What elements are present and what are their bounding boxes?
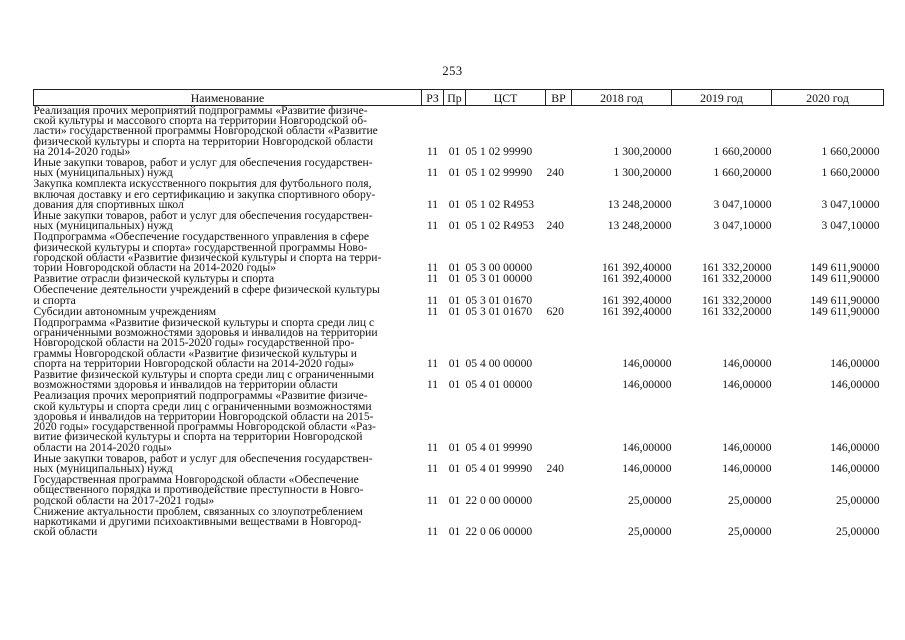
row-name-line: включая доставку и его сертификацию и закупка спортивного обору- xyxy=(33,187,376,201)
row-2019: 146,00000 xyxy=(722,356,772,370)
page-number: 253 xyxy=(442,64,463,78)
row-name-line: Развитие отрасли физической культуры и спорта xyxy=(33,272,275,286)
row-name-line: ласти» государственной программы Новгородской области «Развитие xyxy=(33,124,378,138)
row-name-line: Подпрограмма «Развитие физической культуры и спорта среди лиц с xyxy=(33,316,375,330)
row-2018: 1 300,20000 xyxy=(613,166,672,180)
row-pr: 01 xyxy=(448,166,461,180)
row-name-line: здоровья и инвалидов на территории Новгородской области на 2015- xyxy=(33,409,374,423)
row-2020: 149 611,90000 xyxy=(810,261,880,275)
row-2018: 146,00000 xyxy=(622,440,672,454)
row-vr xyxy=(546,475,572,507)
row-2018: 1 300,20000 xyxy=(613,144,672,158)
row-name-line: Развитие физической культуры и спорта среди лиц с ограниченными xyxy=(33,368,374,382)
row-2018: 161 392,40000 xyxy=(601,304,672,318)
row-cst: 05 1 02 R4953 xyxy=(465,219,535,233)
table-row xyxy=(34,391,884,453)
row-name xyxy=(34,106,422,159)
row-name-line: и спорта xyxy=(33,293,76,307)
row-name-line: ных (муниципальных) нужд xyxy=(33,166,173,180)
row-pr: 01 xyxy=(448,493,461,507)
row-name xyxy=(34,475,422,507)
row-rz: 11 xyxy=(426,356,439,370)
row-name-line: Закупка комплекта искусственного покрытия для футбольного поля, xyxy=(33,177,372,191)
row-2019: 3 047,10000 xyxy=(713,197,772,211)
table-body xyxy=(34,106,884,539)
row-2018: 146,00000 xyxy=(622,378,672,392)
row-cst: 05 1 02 99990 xyxy=(465,144,533,158)
row-rz: 11 xyxy=(426,197,439,211)
row-name-line: Реализация прочих мероприятий подпрограммы «Развитие физиче- xyxy=(33,389,368,403)
row-name-line: Государственная программа Новгородской области «Обеспечение xyxy=(33,473,359,487)
row-rz: 11 xyxy=(426,261,439,275)
row-vr xyxy=(546,391,572,453)
row-name-line: дования для спортивных школ xyxy=(33,197,184,211)
row-2019: 1 660,20000 xyxy=(713,166,772,180)
row-name-line: Иные закупки товаров, работ и услуг для обеспечения государствен- xyxy=(33,451,373,465)
row-rz: 11 xyxy=(426,272,439,286)
row-cst: 05 3 00 00000 xyxy=(465,261,533,275)
table-row xyxy=(34,370,884,391)
row-vr: 240 xyxy=(546,219,564,233)
row-rz: 11 xyxy=(426,166,439,180)
row-name xyxy=(33,451,422,475)
row-vr xyxy=(546,285,572,306)
row-pr: 01 xyxy=(448,261,461,275)
header-vr: ВР xyxy=(546,90,572,106)
row-2020: 146,00000 xyxy=(830,440,880,454)
row-2018: 25,00000 xyxy=(628,493,672,507)
row-name xyxy=(34,158,422,179)
budget-table xyxy=(33,89,884,538)
row-vr xyxy=(546,179,572,211)
row-2018: 146,00000 xyxy=(622,461,672,475)
header-name: Наименование xyxy=(34,90,422,106)
row-pr: 01 xyxy=(448,304,461,318)
row-name-line: Реализация прочих мероприятий подпрограммы «Развитие физиче- xyxy=(33,104,368,117)
row-name-line: ской области xyxy=(33,525,98,539)
row-pr: 01 xyxy=(448,144,461,158)
row-name-line: Обеспечение деятельности учреждений в сфере физической культуры xyxy=(33,283,380,297)
row-name-line: городской области «Развитие физической культуры и спорта на терри- xyxy=(33,250,382,264)
row-name-line: ных (муниципальных) нужд xyxy=(33,461,173,475)
row-rz: 11 xyxy=(426,378,439,392)
row-vr xyxy=(546,106,572,159)
row-rz: 11 xyxy=(426,461,439,475)
row-name-line: Снижение актуальности проблем, связанных со злоупотреблением xyxy=(33,504,363,518)
row-cst: 05 4 01 99990 xyxy=(465,440,533,454)
row-rz: 11 xyxy=(426,219,439,233)
row-rz: 11 xyxy=(426,304,439,318)
row-name-line: Иные закупки товаров, работ и услуг для обеспечения государствен- xyxy=(33,209,373,223)
row-name-line: ской культуры и спорта среди лиц с ограниченными возможностями xyxy=(33,399,372,413)
row-cst: 05 4 00 00000 xyxy=(465,356,533,370)
row-vr: 240 xyxy=(546,461,564,475)
row-name-line: граммы Новгородской области «Развитие физической культуры и xyxy=(33,346,357,360)
row-name-line: области на 2014-2020 годы» xyxy=(33,440,172,454)
row-name xyxy=(34,232,422,274)
row-2020: 1 660,20000 xyxy=(821,166,880,180)
row-vr xyxy=(546,274,572,285)
row-name-line: ской культуры и массового спорта на территории Новгородской об- xyxy=(33,114,367,128)
table-row xyxy=(34,454,884,475)
row-vr: 620 xyxy=(546,304,564,318)
row-2019: 146,00000 xyxy=(722,440,772,454)
row-rz: 11 xyxy=(426,144,439,158)
row-name-line: Подпрограмма «Обеспечение государственного управления в сфере xyxy=(33,230,370,244)
header-2020: 2020 год xyxy=(772,90,884,106)
row-2018: 13 248,20000 xyxy=(607,219,672,233)
row-rz: 11 xyxy=(426,440,439,454)
row-2018: 146,00000 xyxy=(622,356,672,370)
row-name xyxy=(34,211,422,232)
header-2018: 2018 год xyxy=(572,90,672,106)
row-cst: 05 1 02 R4953 xyxy=(465,197,535,211)
row-cst: 05 4 01 99990 xyxy=(465,461,533,475)
row-2018: 161 392,40000 xyxy=(601,293,672,307)
table-row xyxy=(34,318,884,370)
table-row xyxy=(34,507,884,539)
row-rz: 11 xyxy=(426,525,439,539)
row-vr xyxy=(546,232,572,274)
row-pr: 01 xyxy=(448,272,461,286)
row-name-line: витие физической культуры и спорта на территории Новгородской xyxy=(33,430,363,444)
row-2020: 1 660,20000 xyxy=(821,144,880,158)
table-row xyxy=(34,106,884,159)
row-2019: 161 332,20000 xyxy=(701,261,772,275)
row-vr xyxy=(546,370,572,391)
row-2020: 149 611,90000 xyxy=(810,272,880,286)
row-2019: 25,00000 xyxy=(728,493,772,507)
row-cst: 05 3 01 01670 xyxy=(465,293,533,307)
row-name-line: возможностями здоровья и инвалидов на территории области xyxy=(33,378,338,392)
row-cst: 05 3 01 01670 xyxy=(465,304,533,318)
row-rz: 11 xyxy=(426,493,439,507)
row-name-line: на 2014-2020 годы» xyxy=(33,144,131,158)
row-2020: 25,00000 xyxy=(836,525,880,539)
row-name xyxy=(33,504,422,539)
row-pr: 01 xyxy=(448,219,461,233)
row-2020: 3 047,10000 xyxy=(821,219,880,233)
row-name-line: наркотиками и другими психоактивными веществами в Новгород- xyxy=(33,514,362,528)
row-cst: 05 1 02 99990 xyxy=(465,166,533,180)
row-vr: 240 xyxy=(546,166,564,180)
row-name-line: Новгородской области на 2015-2020 годы» государственной про- xyxy=(33,336,355,350)
row-name-line: физической культуры и спорта на территории Новгородской области xyxy=(33,134,374,148)
table-row xyxy=(34,475,884,507)
row-rz: 11 xyxy=(426,293,439,307)
row-2019: 1 660,20000 xyxy=(713,144,772,158)
row-cst: 05 4 01 00000 xyxy=(465,378,533,392)
row-name-line: спорта на территории Новгородской области на 2014-2020 годы» xyxy=(33,356,355,370)
row-name-line: Субсидии автономным учреждениям xyxy=(33,304,217,318)
row-2020: 149 611,90000 xyxy=(810,293,880,307)
row-name-line: Иные закупки товаров, работ и услуг для обеспечения государствен- xyxy=(33,156,373,170)
row-2019: 161 332,20000 xyxy=(701,272,772,286)
table-row xyxy=(34,232,884,274)
row-pr: 01 xyxy=(448,378,461,392)
row-vr xyxy=(546,318,572,370)
row-cst: 22 0 06 00000 xyxy=(465,525,533,539)
row-2020: 146,00000 xyxy=(830,378,880,392)
row-pr: 01 xyxy=(448,293,461,307)
row-name xyxy=(34,179,422,211)
header-rz: РЗ xyxy=(422,90,444,106)
header-cst: ЦСТ xyxy=(466,90,546,106)
row-pr: 01 xyxy=(448,356,461,370)
row-pr: 01 xyxy=(448,440,461,454)
row-name xyxy=(34,370,422,391)
row-name xyxy=(34,391,422,453)
row-2020: 146,00000 xyxy=(830,356,880,370)
row-name-line: тории Новгородской области на 2014-2020 годы» xyxy=(33,261,276,275)
row-2020: 149 611,90000 xyxy=(810,304,880,318)
row-name xyxy=(34,318,422,370)
row-2020: 25,00000 xyxy=(836,493,880,507)
table-row xyxy=(34,211,884,232)
row-2018: 161 392,40000 xyxy=(601,261,672,275)
row-name-line: физической культуры и спорта» государственной программы Ново- xyxy=(33,240,368,254)
row-2019: 146,00000 xyxy=(722,378,772,392)
table-row xyxy=(34,158,884,179)
row-name-line: родской области на 2017-2021 годы» xyxy=(33,493,215,507)
row-vr xyxy=(546,507,572,539)
row-2020: 3 047,10000 xyxy=(821,197,880,211)
row-cst: 05 3 01 00000 xyxy=(465,272,533,286)
row-2019: 3 047,10000 xyxy=(713,219,772,233)
row-cst: 22 0 00 00000 xyxy=(465,493,533,507)
row-2018: 161 392,40000 xyxy=(601,272,672,286)
header-2019: 2019 год xyxy=(672,90,772,106)
row-2018: 13 248,20000 xyxy=(607,197,672,211)
row-2019: 146,00000 xyxy=(722,461,772,475)
row-name-line: ограниченными возможностями здоровья и инвалидов на территории xyxy=(33,326,378,340)
row-2019: 161 332,20000 xyxy=(701,293,772,307)
row-2018: 25,00000 xyxy=(628,525,672,539)
row-name-line: 2020 годы» государственной программы Новгородской области «Раз- xyxy=(33,420,376,434)
row-pr: 01 xyxy=(448,461,461,475)
row-2020: 146,00000 xyxy=(830,461,880,475)
row-name-line: ных (муниципальных) нужд xyxy=(33,219,173,233)
row-name xyxy=(34,285,422,306)
row-pr: 01 xyxy=(448,525,461,539)
table-row xyxy=(34,285,884,306)
header-pr: Пр xyxy=(444,90,466,106)
row-pr: 01 xyxy=(448,197,461,211)
table-row xyxy=(34,179,884,211)
row-2019: 25,00000 xyxy=(728,525,772,539)
row-2019: 161 332,20000 xyxy=(701,304,772,318)
row-name-line: общественного порядка и противодействие преступности в Новго- xyxy=(33,483,364,497)
